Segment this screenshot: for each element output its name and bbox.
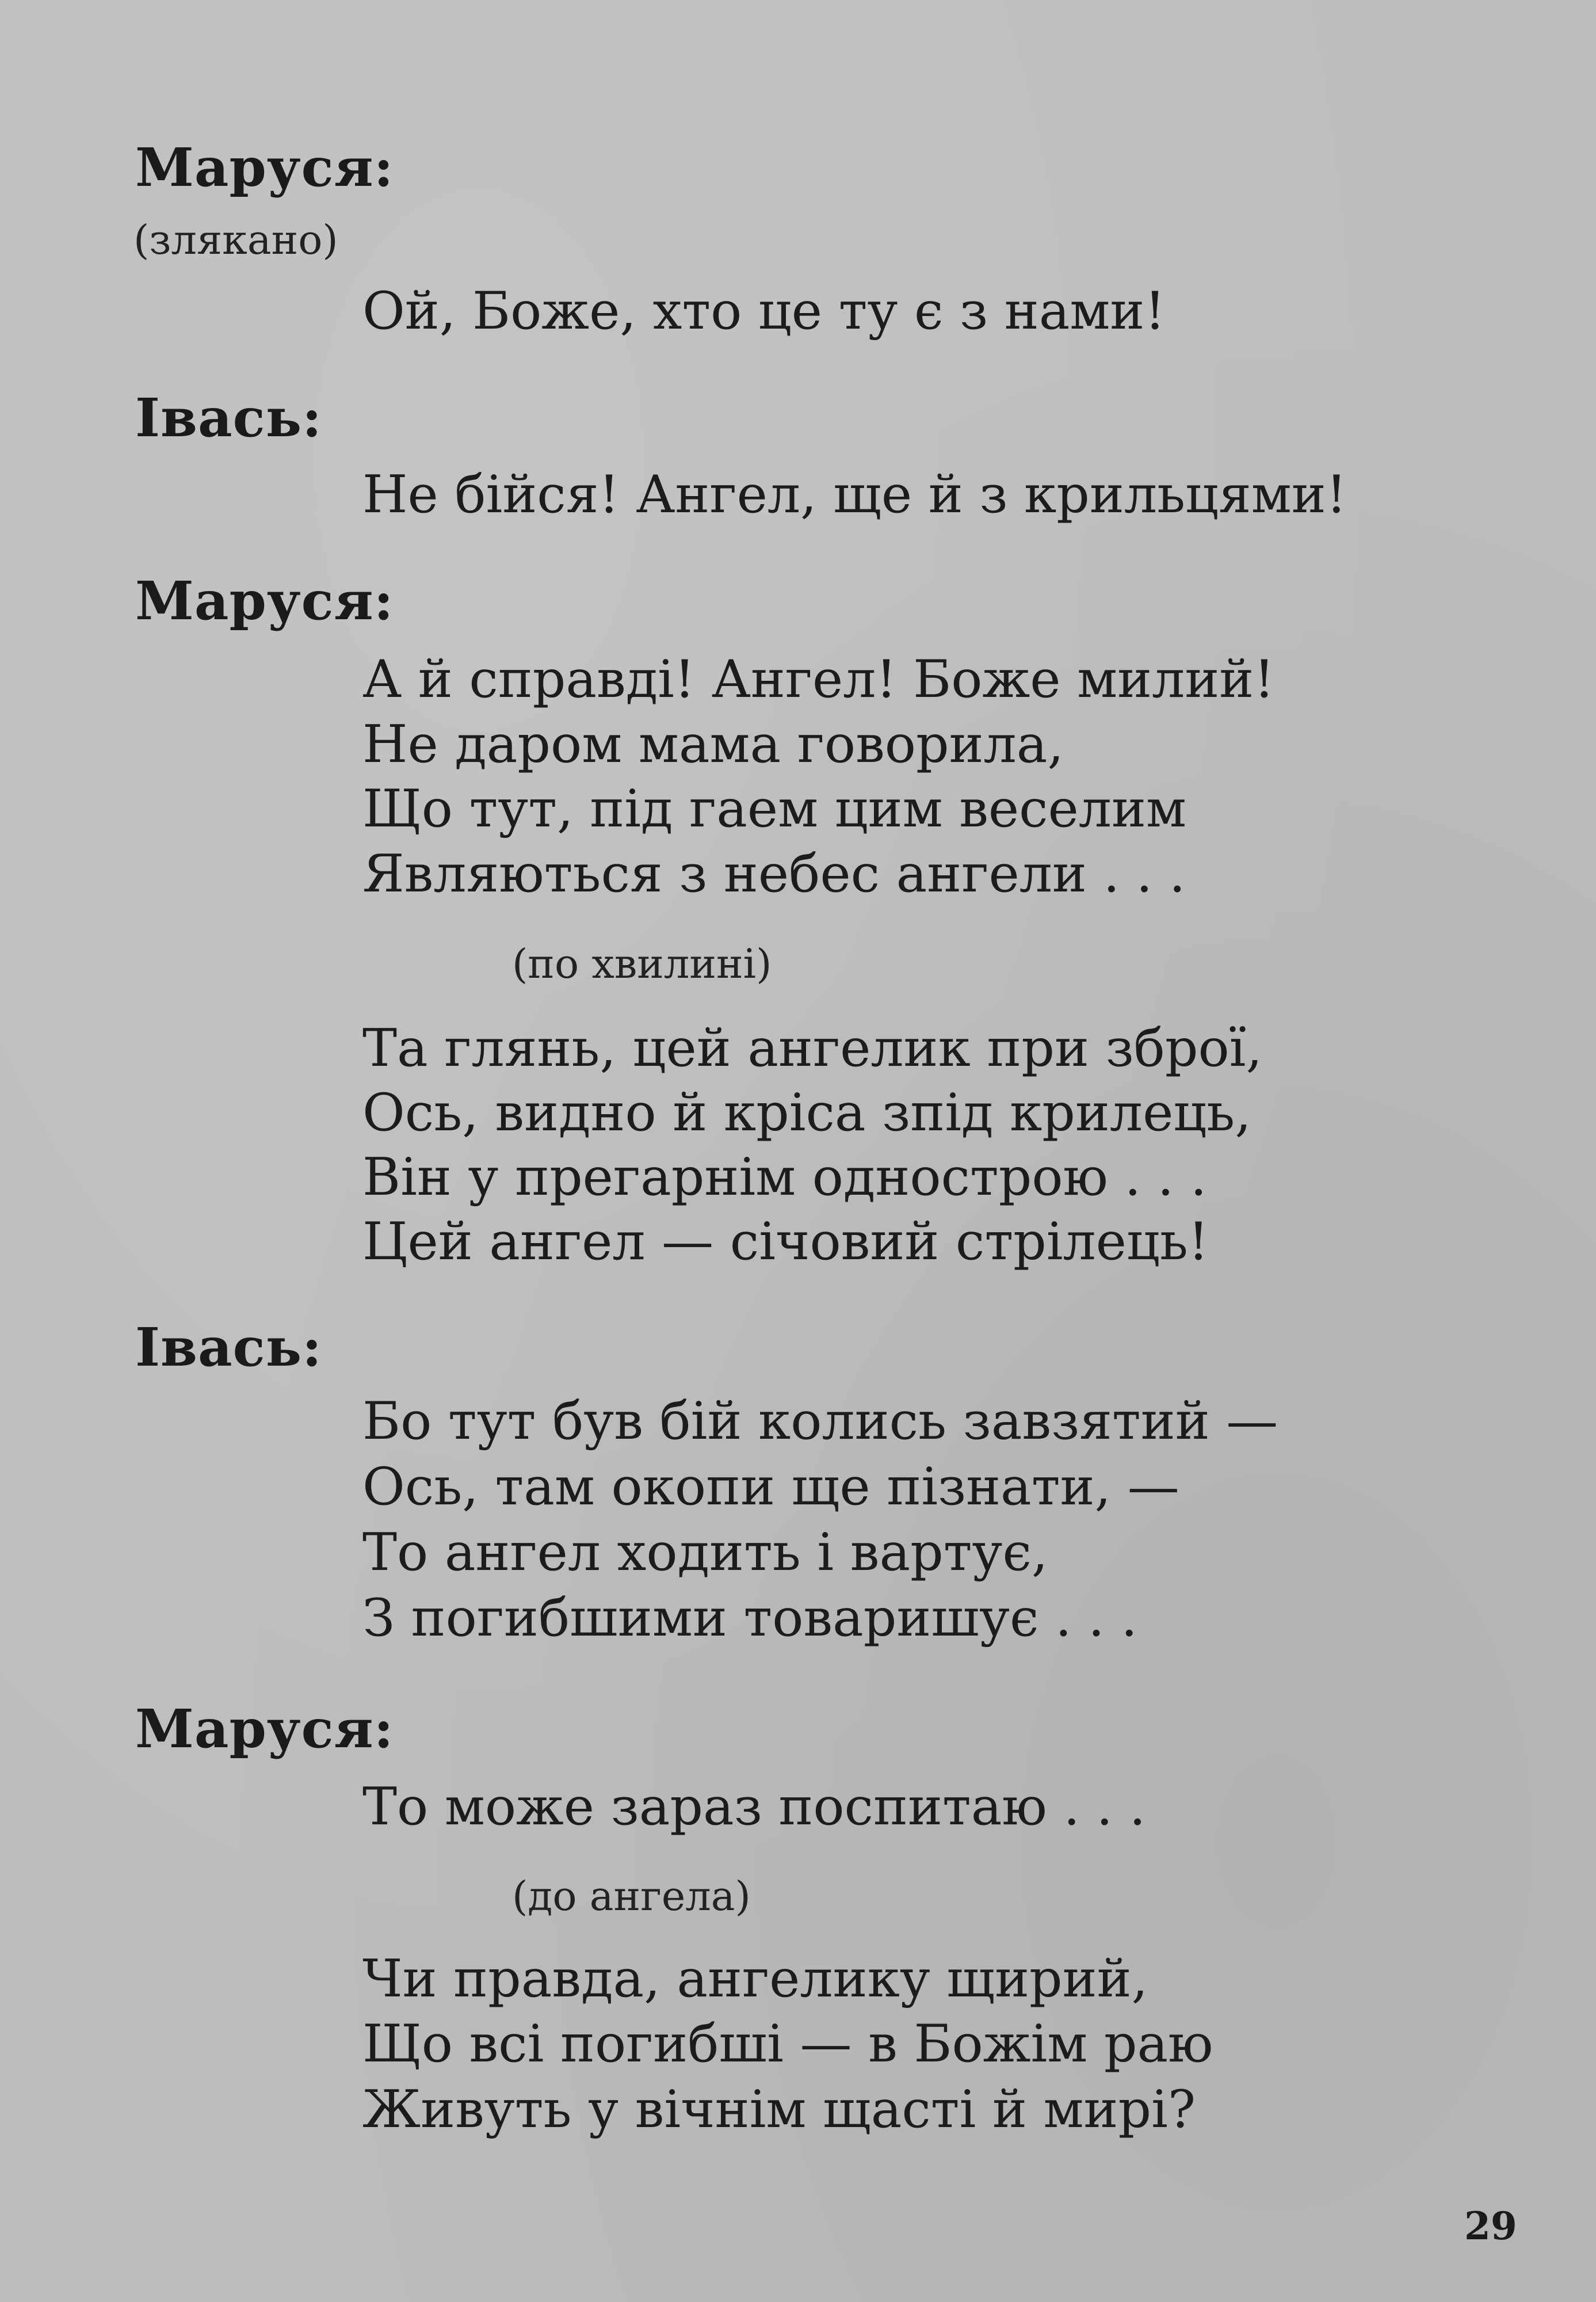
verse-line: Що тут, під гаем цим веселим [362, 779, 1186, 839]
speaker-name: Івась: [135, 387, 322, 449]
verse-line: То ангел ходить і вартує, [362, 1522, 1048, 1583]
verse-line: Ось, там окопи ще пізнати, — [362, 1457, 1179, 1517]
verse-line: Та глянь, цей ангелик при зброї, [362, 1018, 1263, 1078]
stage-direction: (по хвилині) [512, 940, 772, 988]
verse-line: Що всі погибші — в Божім раю [362, 2014, 1213, 2074]
stage-direction: (злякано) [133, 216, 338, 264]
speaker-name: Маруся: [135, 570, 394, 632]
verse-line: То може зараз поспитаю . . . [362, 1777, 1146, 1837]
speaker-name: Маруся: [135, 136, 394, 199]
verse-line: Ой, Боже, хто це ту є з нами! [362, 281, 1166, 341]
verse-line: Живуть у вічнім щасті й мирі? [362, 2079, 1196, 2140]
stage-direction: (до ангела) [512, 1873, 751, 1920]
verse-line: Цей ангел — січовий стрілець! [362, 1211, 1209, 1272]
verse-line: Не даром мама говорила, [362, 714, 1064, 775]
speaker-name: Маруся: [135, 1698, 394, 1760]
verse-line: Являються з небес ангели . . . [362, 844, 1186, 904]
verse-line: Бо тут був бій колись завзятий — [362, 1391, 1278, 1451]
verse-line: З погибшими товаришує . . . [362, 1588, 1138, 1648]
verse-line: Він у прегарнім однострою . . . [362, 1147, 1207, 1207]
verse-line: Чи правда, ангелику щирий, [362, 1949, 1148, 2009]
verse-line: Не бійся! Ангел, ще й з крильцями! [362, 464, 1347, 525]
verse-line: А й справді! Ангел! Боже милий! [362, 649, 1275, 710]
verse-line: Ось, видно й кріса зпід крилець, [362, 1083, 1251, 1143]
speaker-name: Івась: [135, 1316, 322, 1378]
page-number: 29 [1464, 2204, 1517, 2248]
